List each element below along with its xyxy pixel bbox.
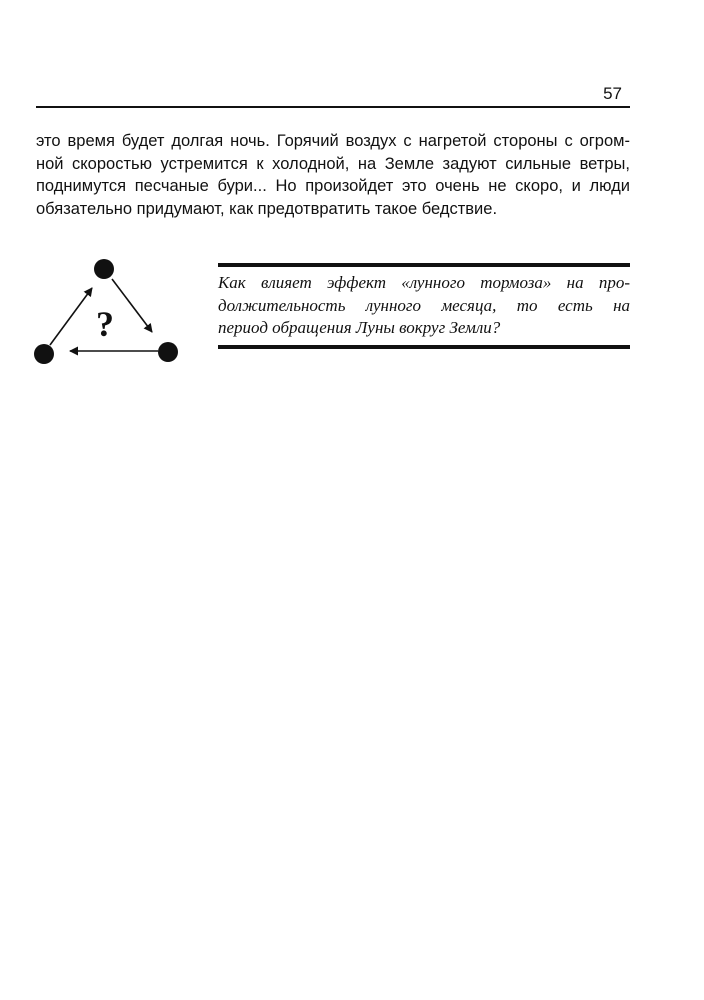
question-line: период обращения Луны вокруг Земли? [218, 318, 501, 337]
question-line: должительность лунного месяца, то есть на [218, 295, 630, 315]
body-line: это время будет долгая ночь. Горячий воздух с нагретой стороны с огром- [36, 132, 630, 150]
question-text [218, 267, 630, 345]
header-rule [36, 106, 630, 108]
question-triangle-icon [28, 252, 188, 372]
left-dot [34, 344, 54, 364]
right-dot [158, 342, 178, 362]
body-line: ной скоростью устремится к холодной, на Земле задуют сильные ветры, [36, 154, 630, 173]
page-number: 57 [603, 84, 622, 103]
question-mark: ? [96, 304, 114, 344]
question-line: Как влияет эффект «лунного тормоза» на про- [218, 273, 630, 292]
question-rule-bottom [218, 345, 630, 349]
right-arrow [112, 279, 152, 332]
top-dot [94, 259, 114, 279]
body-line: обязательно придумают, как предотвратить такое бедствие. [36, 199, 498, 218]
body-paragraph [36, 130, 630, 220]
body-line: поднимутся песчаные бури... Но произойдет это очень не скоро, и люди [36, 177, 630, 195]
triangle-diagram [28, 252, 188, 372]
left-arrow [50, 288, 92, 345]
question-box [218, 263, 630, 349]
